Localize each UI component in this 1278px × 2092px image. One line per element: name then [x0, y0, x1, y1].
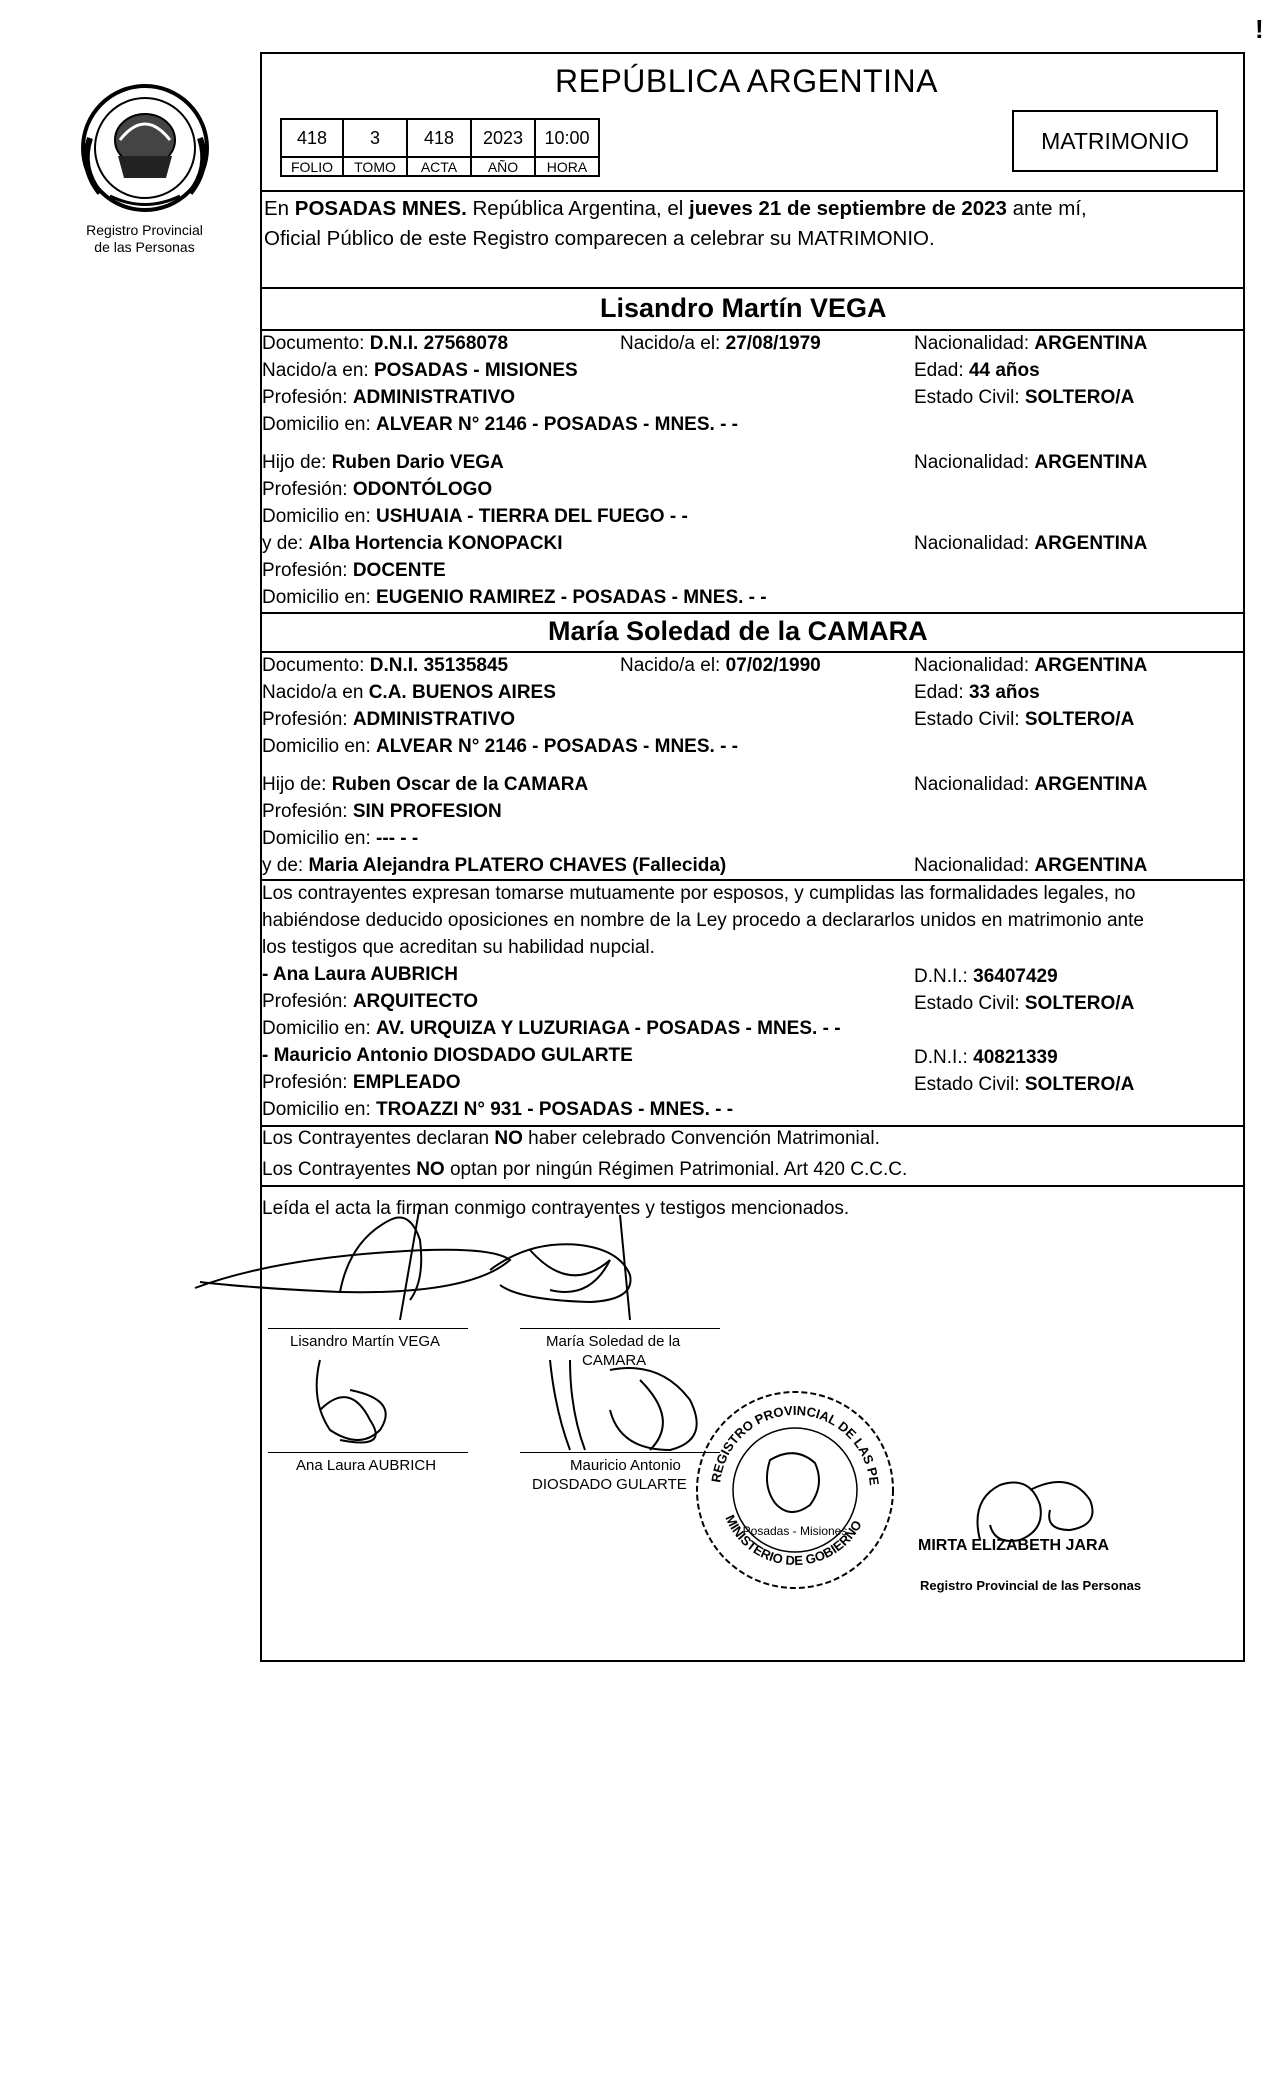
declaration-line2: habiéndose deducido oposiciones en nombre de la Ley procedo a declararlos unidos en matrimonio ante — [262, 910, 1144, 931]
divider — [260, 612, 1245, 614]
folio-label: FOLIO — [281, 157, 343, 176]
intro-text: ante mí, — [1006, 197, 1087, 220]
spouse2-marital-status: Estado Civil: SOLTERO/A — [914, 709, 1135, 730]
signature-line — [520, 1328, 720, 1329]
spouse1-nationality: Nacionalidad: ARGENTINA — [914, 333, 1148, 354]
spouse1-profession: Profesión: ADMINISTRATIVO — [262, 387, 516, 408]
official-round-stamp — [690, 1385, 900, 1595]
spouse2-address: Domicilio en: ALVEAR N° 2146 - POSADAS - MNES. - - — [262, 736, 739, 757]
divider — [260, 879, 1245, 881]
signature-label-spouse1: Lisandro Martín VEGA — [290, 1333, 441, 1350]
intro-paragraph — [264, 194, 1087, 254]
spouse2-father-profession: Profesión: SIN PROFESION — [262, 801, 502, 822]
divider — [260, 1185, 1245, 1187]
divider — [260, 651, 1245, 653]
witness2-profession: Profesión: EMPLEADO — [262, 1072, 461, 1093]
declaration-line3: los testigos que acreditan su habilidad nupcial. — [262, 937, 655, 958]
witness1-dni: D.N.I.: 36407429 — [914, 966, 1058, 987]
witness2-name: - Mauricio Antonio DIOSDADO GULARTE — [262, 1045, 633, 1066]
spouse1-documento: Documento: D.N.I. 27568078 — [262, 333, 509, 354]
hora-label: HORA — [535, 157, 599, 176]
intro-city: POSADAS MNES. — [294, 197, 467, 220]
spouse2-name: María Soledad de la CAMARA — [548, 616, 928, 646]
spouse1-mother-nationality: Nacionalidad: ARGENTINA — [914, 533, 1148, 554]
spouse1-birthplace: Nacido/a en: POSADAS - MISIONES — [262, 360, 578, 381]
spouse1-mother-address: Domicilio en: EUGENIO RAMIREZ - POSADAS - MNES. - - — [262, 587, 767, 608]
signature-label-spouse2-line2: CAMARA — [582, 1352, 647, 1369]
province-crest-logo — [70, 78, 220, 218]
spouse2-documento: Documento: D.N.I. 35135845 — [262, 655, 509, 676]
convention-line2: Los Contrayentes NO optan por ningún Régimen Patrimonial. Art 420 C.C.C. — [262, 1159, 908, 1180]
spouse1-mother-profession: Profesión: DOCENTE — [262, 560, 446, 581]
spouse2-father-address: Domicilio en: --- - - — [262, 828, 419, 849]
declaration-line1: Los contrayentes expresan tomarse mutuamente por esposos, y cumplidas las formalidades legales, no — [262, 883, 1136, 904]
svg-text:Posadas - Misiones: Posadas - Misiones — [742, 1524, 848, 1538]
spouse1-birthdate: Nacido/a el: 27/08/1979 — [620, 333, 821, 354]
divider — [260, 1125, 1245, 1127]
official-name: MIRTA ELIZABETH JARA — [918, 1537, 1110, 1554]
spouse1-marital-status: Estado Civil: SOLTERO/A — [914, 387, 1135, 408]
spouse1-mother: y de: Alba Hortencia KONOPACKI — [262, 533, 563, 554]
spouse1-father: Hijo de: Ruben Dario VEGA — [262, 452, 504, 473]
spouse1-father-address: Domicilio en: USHUAIA - TIERRA DEL FUEGO - - — [262, 506, 688, 527]
spouse2-birthdate: Nacido/a el: 07/02/1990 — [620, 655, 821, 676]
tomo-value: 3 — [343, 119, 407, 157]
convention-line1: Los Contrayentes declaran NO haber celebrado Convención Matrimonial. — [262, 1128, 880, 1149]
hora-value: 10:00 — [535, 119, 599, 157]
spouse2-nationality: Nacionalidad: ARGENTINA — [914, 655, 1148, 676]
anio-value: 2023 — [471, 119, 535, 157]
witness2-address: Domicilio en: TROAZZI N° 931 - POSADAS - MNES. - - — [262, 1099, 734, 1120]
witness2-dni: D.N.I.: 40821339 — [914, 1047, 1058, 1068]
spouse1-father-nationality: Nacionalidad: ARGENTINA — [914, 452, 1148, 473]
country-title: REPÚBLICA ARGENTINA — [555, 63, 938, 99]
signature-label-witness2-line2: DIOSDADO GULARTE — [532, 1476, 687, 1493]
spouse1-father-profession: Profesión: ODONTÓLOGO — [262, 479, 493, 500]
spouse1-age: Edad: 44 años — [914, 360, 1040, 381]
closing-statement: Leída el acta la firman conmigo contrayentes y testigos mencionados. — [262, 1198, 850, 1219]
intro-text: En — [264, 197, 295, 220]
witness1-marital-status: Estado Civil: SOLTERO/A — [914, 993, 1135, 1014]
witness1-profession: Profesión: ARQUITECTO — [262, 991, 479, 1012]
logo-caption — [62, 222, 227, 256]
divider — [260, 329, 1245, 331]
signature-label-spouse2-line1: María Soledad de la — [546, 1333, 681, 1350]
tomo-label: TOMO — [343, 157, 407, 176]
spouse2-birthplace: Nacido/a en C.A. BUENOS AIRES — [262, 682, 556, 703]
act-type: MATRIMONIO — [1041, 127, 1189, 154]
spouse2-age: Edad: 33 años — [914, 682, 1040, 703]
svg-text:REGISTRO PROVINCIAL DE LAS PER: REGISTRO PROVINCIAL DE LAS PE — [708, 1402, 882, 1487]
signature-label-witness1: Ana Laura AUBRICH — [296, 1457, 437, 1474]
signature-line — [268, 1328, 468, 1329]
intro-date: jueves 21 de septiembre de 2023 — [689, 197, 1007, 220]
folio-value: 418 — [281, 119, 343, 157]
spouse2-father: Hijo de: Ruben Oscar de la CAMARA — [262, 774, 589, 795]
divider — [260, 190, 1245, 192]
svg-text:MINISTERIO DE GOBIERNO: MINISTERIO DE GOBIERNO — [722, 1512, 865, 1569]
divider — [260, 287, 1245, 289]
act-type-box — [1012, 110, 1218, 172]
spouse2-father-nationality: Nacionalidad: ARGENTINA — [914, 774, 1148, 795]
witness2-marital-status: Estado Civil: SOLTERO/A — [914, 1074, 1135, 1095]
spouse2-mother-nationality: Nacionalidad: ARGENTINA — [914, 855, 1148, 876]
witness1-name: - Ana Laura AUBRICH — [262, 964, 458, 985]
signature-line — [268, 1452, 468, 1453]
intro-line2: Oficial Público de este Registro comparecen a celebrar su MATRIMONIO. — [264, 227, 935, 250]
act-header-table — [280, 118, 600, 177]
intro-text: República Argentina, el — [466, 197, 690, 220]
spouse1-address: Domicilio en: ALVEAR N° 2146 - POSADAS - MNES. - - — [262, 414, 739, 435]
spouse1-name: Lisandro Martín VEGA — [600, 293, 887, 323]
signature-label-witness2-line1: Mauricio Antonio — [570, 1457, 681, 1474]
witness1-address: Domicilio en: AV. URQUIZA Y LUZURIAGA - POSADAS - MNES. - - — [262, 1018, 841, 1039]
anio-label: AÑO — [471, 157, 535, 176]
spouse2-mother: y de: Maria Alejandra PLATERO CHAVES (Fallecida) — [262, 855, 727, 876]
official-title: Registro Provincial de las Personas — [920, 1578, 1142, 1593]
acta-value: 418 — [407, 119, 471, 157]
logo-caption-line2: de las Personas — [94, 239, 195, 255]
corner-mark: ! — [1255, 14, 1264, 44]
logo-caption-line1: Registro Provincial — [86, 222, 203, 238]
spouse2-profession: Profesión: ADMINISTRATIVO — [262, 709, 516, 730]
acta-label: ACTA — [407, 157, 471, 176]
